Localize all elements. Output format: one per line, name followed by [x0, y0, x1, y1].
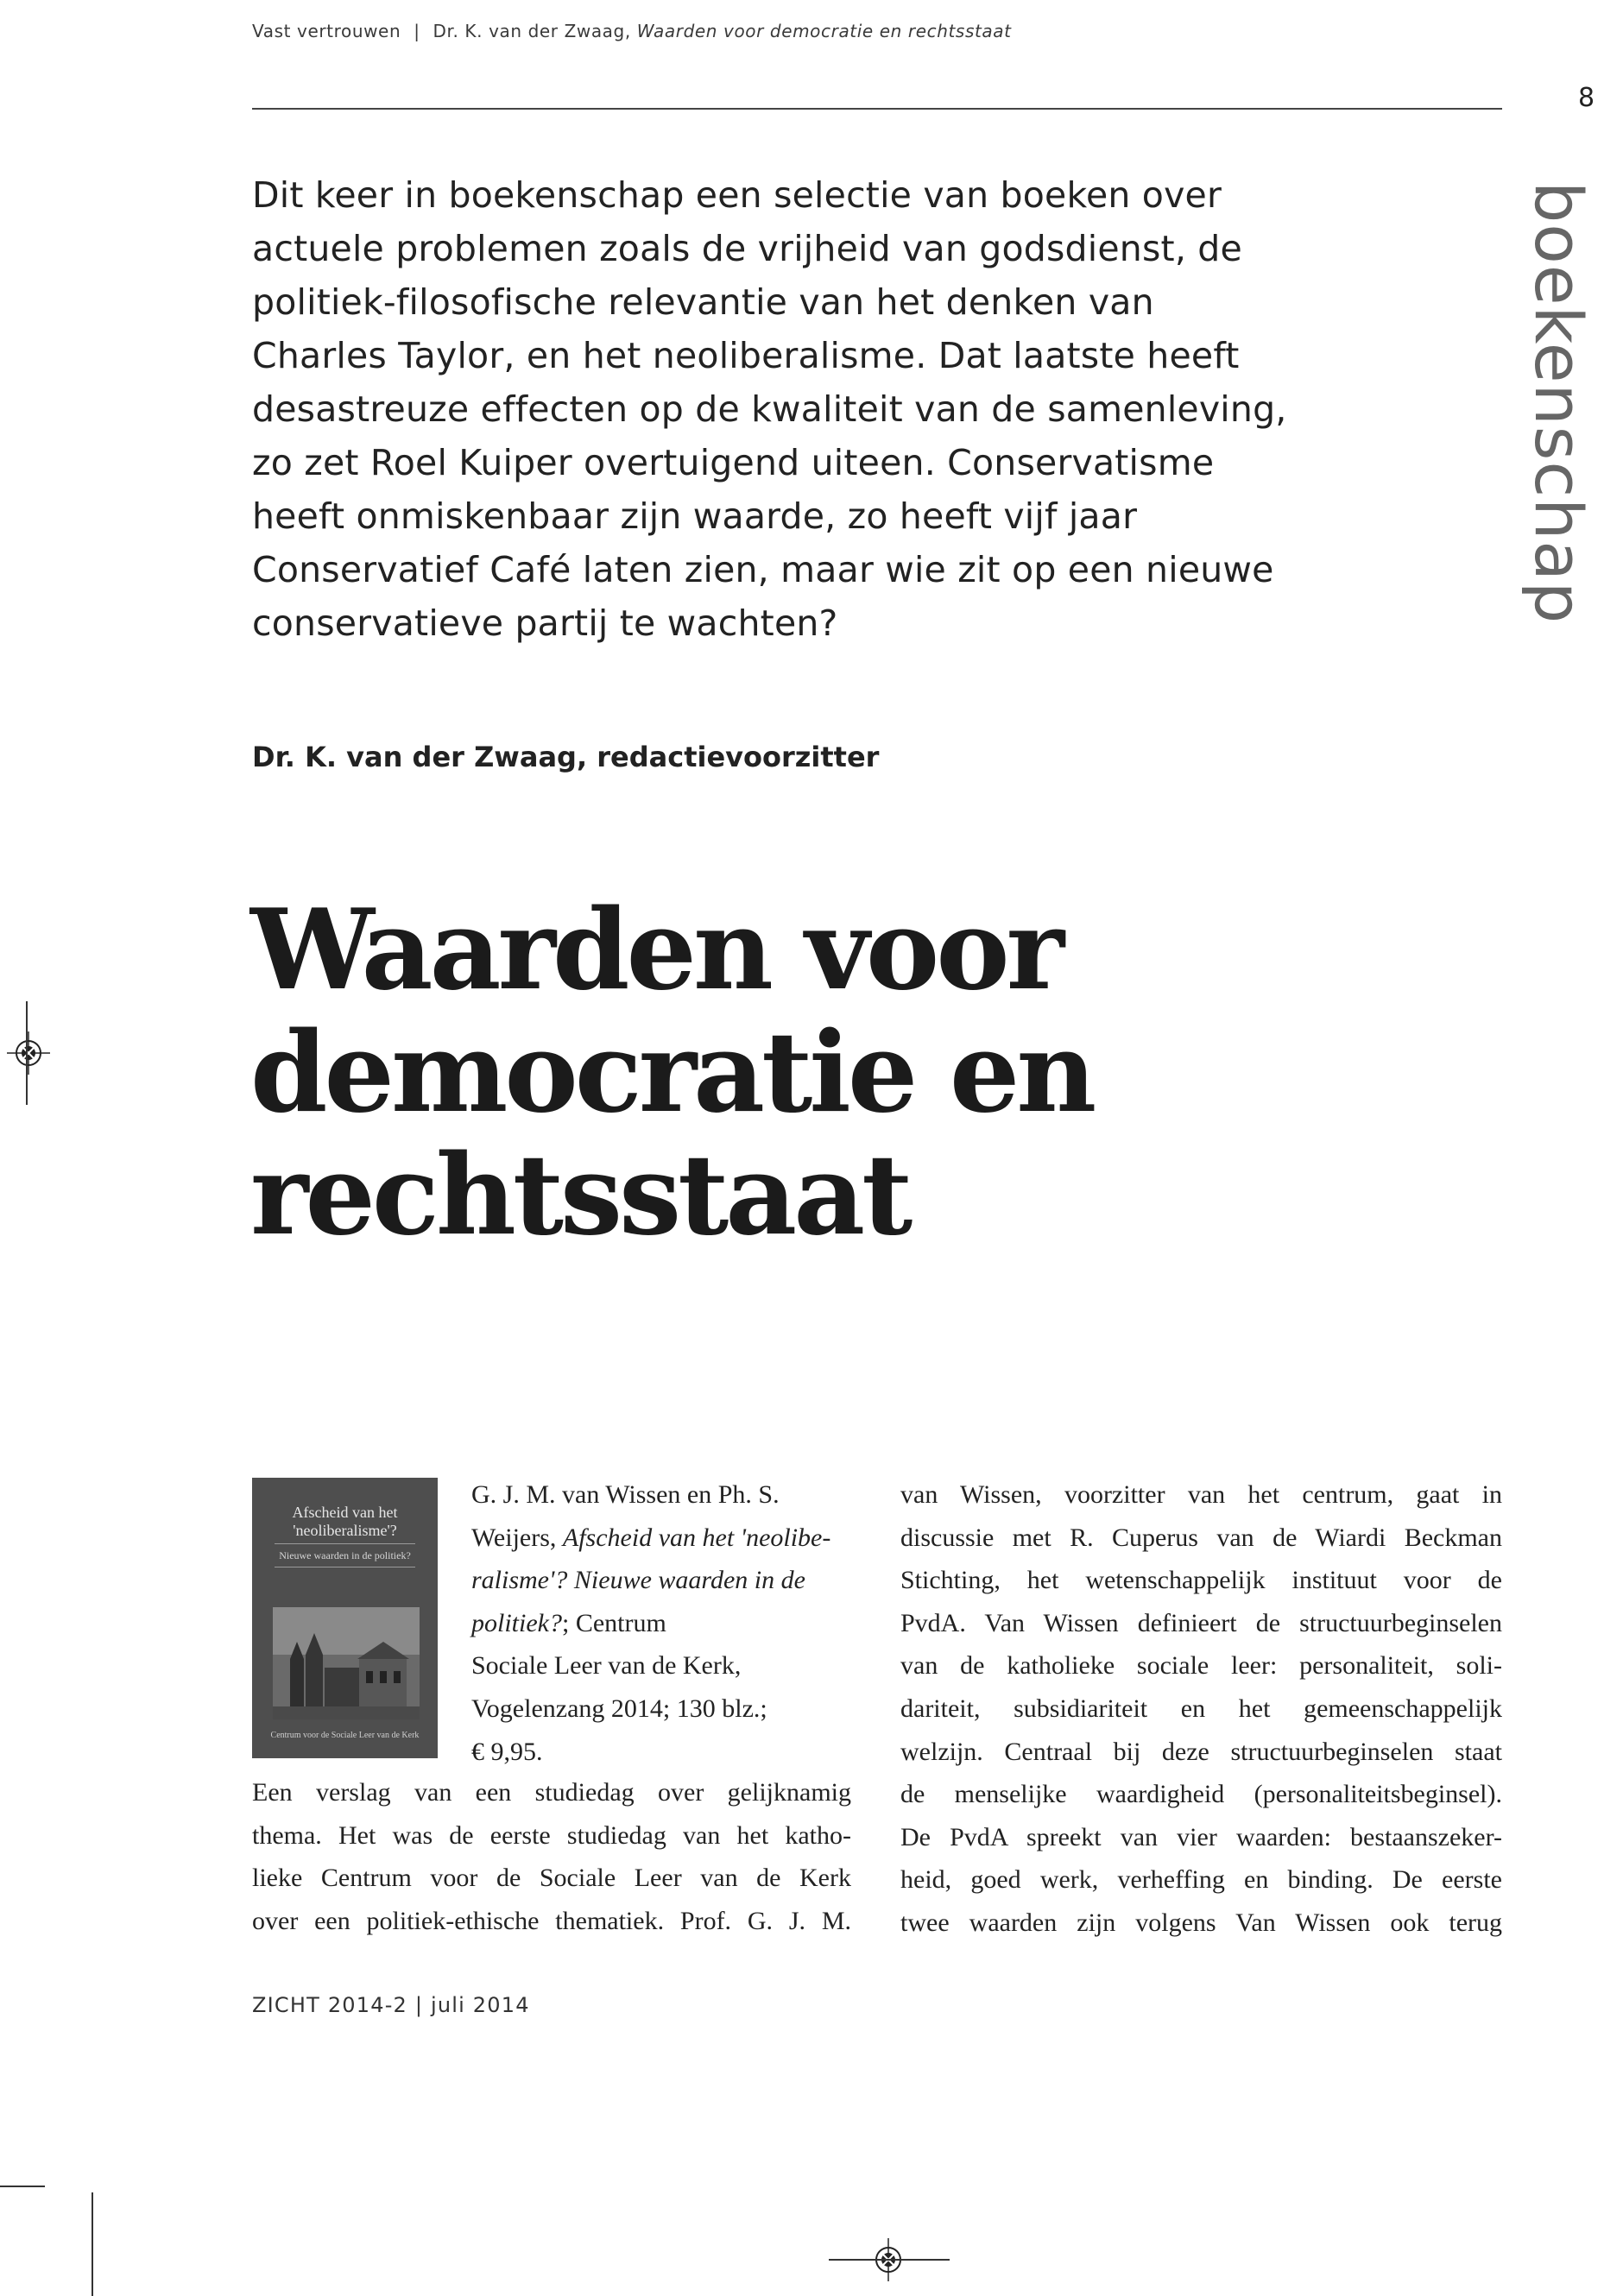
cover-photo: [273, 1607, 420, 1719]
body-line: twee waarden zijn volgens Van Wissen ook terug: [900, 1908, 1502, 1937]
intro-line: Dit keer in boekenschap een selectie van boeken over: [252, 174, 1222, 216]
citation-book-title: Afscheid van het 'neolibe-: [562, 1523, 831, 1552]
cover-publisher: Centrum voor de Sociale Leer van de Kerk: [270, 1731, 420, 1740]
body-line: discussie met R. Cuperus van de Wiardi Beckman: [900, 1523, 1502, 1552]
header-separator: |: [414, 21, 420, 41]
header-section: Vast vertrouwen: [252, 21, 401, 41]
intro-line: actuele problemen zoals de vrijheid van godsdienst, de: [252, 228, 1242, 269]
intro-line: zo zet Roel Kuiper overtuigend uiteen. Conservatisme: [252, 442, 1215, 483]
book-citation: [471, 1473, 851, 1773]
crop-mark: [26, 1001, 28, 1105]
cover-divider: [275, 1543, 415, 1544]
running-header: [252, 21, 1012, 41]
body-line: Stichting, het wetenschappelijk instituut voor de: [900, 1566, 1502, 1595]
body-line: Een verslag van een studiedag over gelijknamig: [252, 1778, 851, 1807]
citation-line: [471, 1602, 851, 1645]
body-line: van Wissen, voorzitter van het centrum, gaat in: [900, 1480, 1502, 1509]
intro-line: conservatieve partij te wachten?: [252, 602, 838, 644]
citation-book-title: ralisme'? Nieuwe waarden in de: [471, 1566, 805, 1595]
citation-line: [471, 1559, 851, 1602]
intro-line: Charles Taylor, en het neoliberalisme. Dat laatste heeft: [252, 335, 1240, 376]
citation-line: Vogelenzang 2014; 130 blz.;: [471, 1694, 767, 1723]
body-line: De PvdA spreekt van vier waarden: bestaanszeker-: [900, 1822, 1502, 1851]
crop-mark: [0, 2186, 45, 2187]
crop-mark: [829, 2259, 950, 2261]
citation-line: [471, 1517, 851, 1560]
intro-line: desastreuze effecten op de kwaliteit van de samenleving,: [252, 388, 1287, 430]
body-line: dariteit, subsidiariteit en het gemeenschappelijk: [900, 1694, 1502, 1723]
body-line: PvdA. Van Wissen definieert de structuurbeginselen: [900, 1608, 1502, 1637]
body-right-column: [900, 1473, 1502, 1945]
cover-subtitle: Nieuwe waarden in de politiek?: [279, 1549, 411, 1561]
footer: ZICHT 2014-2 | juli 2014: [252, 1993, 530, 2017]
citation-text: ; Centrum: [561, 1608, 666, 1637]
section-label-text: boekenschap: [1520, 181, 1597, 625]
article-title: [250, 886, 1286, 1260]
article-title-line: Waarden voor: [250, 886, 1062, 1015]
header-article-title: Waarden voor democratie en rechtsstaat: [636, 21, 1012, 41]
body-line: heid, goed werk, verheffing en binding. De eerste: [900, 1865, 1502, 1895]
citation-line: € 9,95.: [471, 1737, 543, 1766]
body-line: over een politiek-ethische thematiek. Prof. G. J. M.: [252, 1906, 851, 1935]
body-line: de menselijke waardigheid (personaliteitsbeginsel).: [900, 1780, 1502, 1809]
cover-title-line: 'neoliberalisme'?: [293, 1522, 397, 1539]
intro-line: heeft onmiskenbaar zijn waarde, zo heeft vijf jaar: [252, 495, 1138, 537]
citation-line: Sociale Leer van de Kerk,: [471, 1651, 742, 1681]
citation-line: G. J. M. van Wissen en Ph. S.: [471, 1480, 780, 1509]
page-number: 8: [1578, 83, 1595, 113]
body-left-column: [252, 1771, 851, 1942]
intro-paragraph: [252, 168, 1287, 650]
citation-book-title: politiek?: [471, 1608, 562, 1637]
byline: Dr. K. van der Zwaag, redactievoorzitter: [252, 741, 880, 773]
body-line: welzijn. Centraal bij deze structuurbeginselen staat: [900, 1737, 1502, 1766]
header-author: Dr. K. van der Zwaag,: [433, 21, 631, 41]
crop-mark: [92, 2192, 93, 2296]
article-title-line: democratie en: [250, 1008, 1094, 1138]
body-line: lieke Centrum voor de Sociale Leer van de Kerk: [252, 1864, 851, 1893]
section-label: [1381, 129, 1623, 699]
header-divider: [252, 108, 1502, 110]
intro-line: Conservatief Café laten zien, maar wie zit op een nieuwe: [252, 549, 1274, 590]
cover-title: [252, 1504, 438, 1540]
registration-mark-icon: [7, 1031, 50, 1075]
book-cover-image: [252, 1478, 438, 1758]
intro-line: politiek-filosofische relevantie van het denken van: [252, 281, 1154, 323]
citation-text: Weijers,: [471, 1523, 563, 1552]
cover-title-line: Afscheid van het: [292, 1504, 398, 1521]
body-line: van de katholieke sociale leer: personaliteit, soli-: [900, 1651, 1502, 1681]
article-title-line: rechtsstaat: [250, 1131, 910, 1260]
body-line: thema. Het was de eerste studiedag van het katho-: [252, 1820, 851, 1850]
